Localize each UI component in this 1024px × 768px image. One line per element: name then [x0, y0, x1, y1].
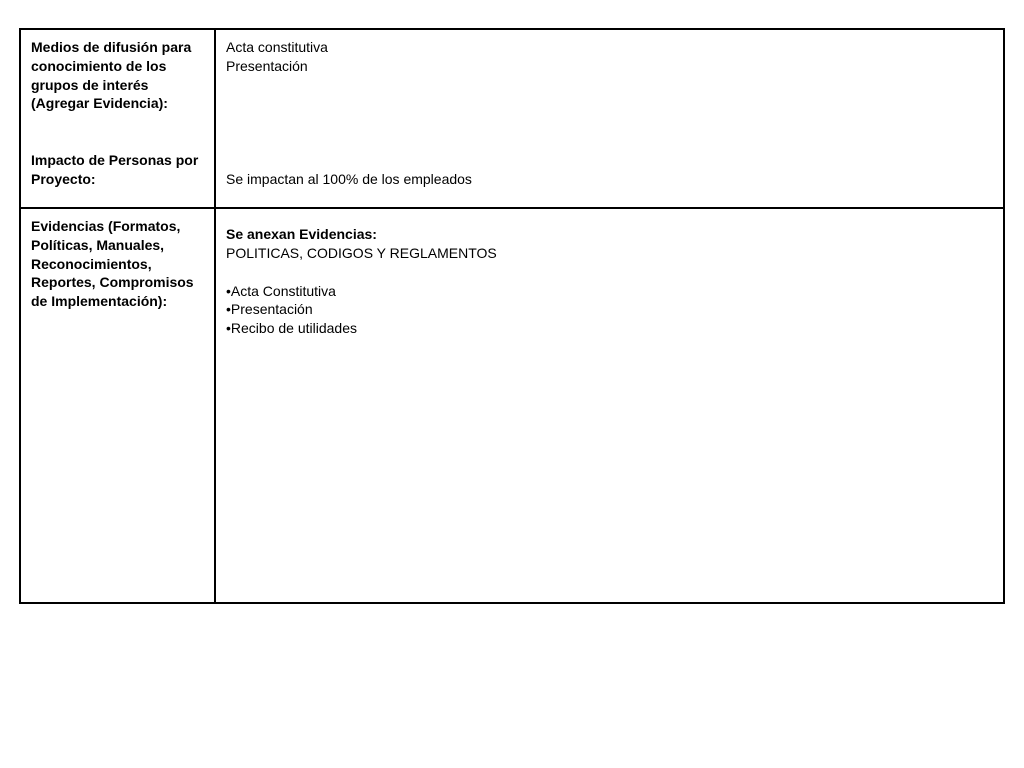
- label-cell: [20, 29, 215, 208]
- list-item: • Acta Constitutiva: [226, 282, 993, 301]
- list-item: • Presentación: [226, 300, 993, 319]
- value-cell: [215, 29, 1004, 208]
- table-row: [20, 208, 1004, 603]
- evidence-table: [19, 28, 1005, 604]
- value-impacto: Se impactan al 100% de los empleados: [226, 170, 472, 187]
- label-evidencias: Evidencias (Formatos, Políticas, Manuales, Reconocimientos, Reportes, Compromisos de Implementación):: [31, 218, 194, 310]
- value-acta: Acta constitutiva: [226, 39, 328, 55]
- evidence-heading: Se anexan Evidencias:: [226, 226, 377, 242]
- evidence-subheading: POLITICAS, CODIGOS Y REGLAMENTOS: [226, 244, 497, 261]
- value-cell: [215, 208, 1004, 603]
- table-row: [20, 29, 1004, 208]
- value-presentacion: Presentación: [226, 57, 308, 74]
- list-item: • Recibo de utilidades: [226, 319, 993, 338]
- label-impacto: Impacto de Personas por Proyecto:: [31, 152, 199, 187]
- label-difusion: Medios de difusión para conocimiento de los grupos de interés (Agregar Evidencia):: [31, 39, 192, 112]
- label-cell: [20, 208, 215, 603]
- evidence-list: [226, 282, 993, 338]
